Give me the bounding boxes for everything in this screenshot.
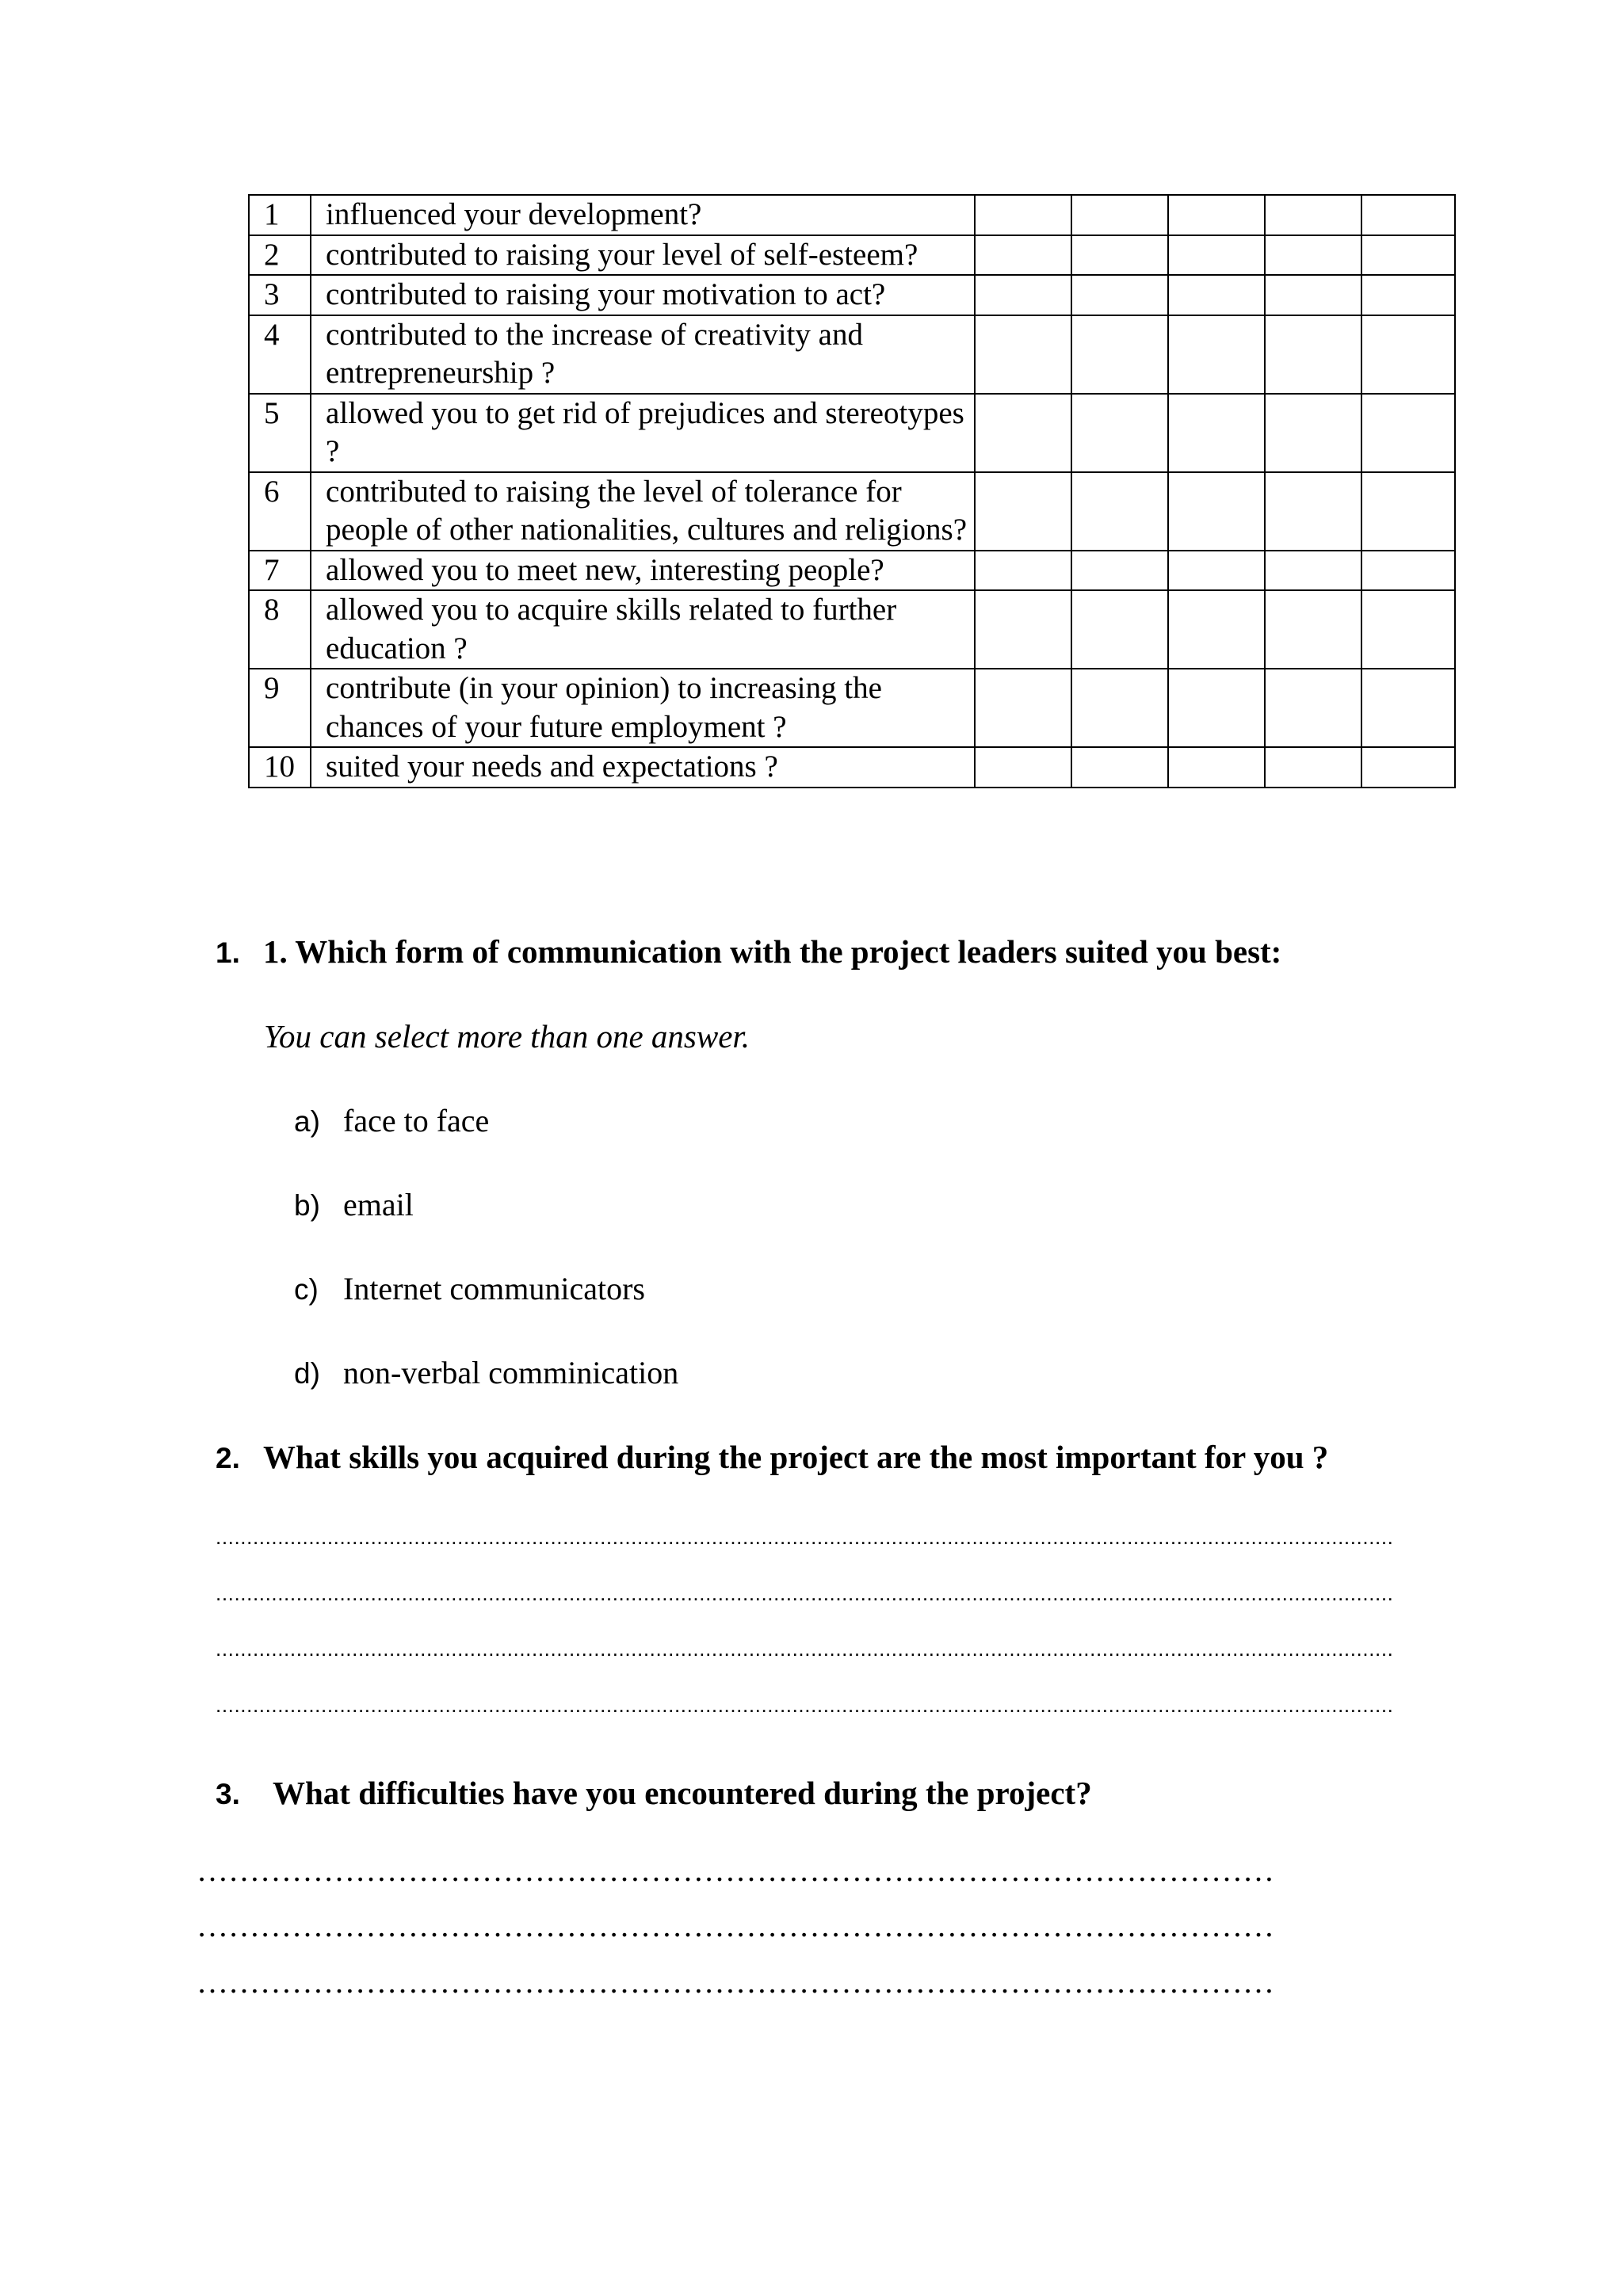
rating-cell-1[interactable] — [975, 747, 1071, 788]
table-row — [249, 394, 1455, 472]
answer-2-line-4[interactable]: .............................................................................................................................................................................................. — [216, 1693, 1394, 1717]
row-statement: allowed you to acquire skills related to further education ? — [311, 590, 975, 669]
answer-3-line-2[interactable]: ………………………………………………………………………………………… — [197, 1909, 1274, 1943]
answer-2-line-3[interactable]: .............................................................................................................................................................................................. — [216, 1637, 1394, 1661]
table-row — [249, 275, 1455, 315]
rating-cell-3[interactable] — [1168, 669, 1265, 747]
rating-cell-3[interactable] — [1168, 551, 1265, 591]
row-number: 6 — [249, 472, 311, 551]
rating-cell-2[interactable] — [1071, 669, 1168, 747]
option-a[interactable] — [294, 1102, 489, 1139]
option-c-label: Internet communicators — [343, 1271, 645, 1306]
table-row — [249, 590, 1455, 669]
rating-cell-2[interactable] — [1071, 747, 1168, 788]
question-1-heading — [216, 933, 1281, 971]
rating-cell-4[interactable] — [1265, 590, 1361, 669]
rating-cell-2[interactable] — [1071, 551, 1168, 591]
rating-cell-5[interactable] — [1361, 275, 1455, 315]
rating-cell-4[interactable] — [1265, 235, 1361, 276]
option-b-letter: b) — [294, 1189, 320, 1222]
option-a-letter: a) — [294, 1105, 320, 1138]
rating-cell-4[interactable] — [1265, 315, 1361, 394]
table-row — [249, 669, 1455, 747]
rating-table — [248, 194, 1456, 788]
rating-cell-2[interactable] — [1071, 394, 1168, 472]
rating-cell-4[interactable] — [1265, 275, 1361, 315]
rating-cell-1[interactable] — [975, 394, 1071, 472]
rating-cell-3[interactable] — [1168, 747, 1265, 788]
rating-cell-4[interactable] — [1265, 195, 1361, 235]
rating-cell-4[interactable] — [1265, 551, 1361, 591]
rating-cell-2[interactable] — [1071, 590, 1168, 669]
rating-cell-3[interactable] — [1168, 590, 1265, 669]
table-row — [249, 315, 1455, 394]
rating-cell-1[interactable] — [975, 275, 1071, 315]
question-1-text: 1. Which form of communication with the project leaders suited you best: — [263, 933, 1282, 970]
answer-3-line-3[interactable]: ………………………………………………………………………………………… — [197, 1965, 1274, 2000]
rating-cell-1[interactable] — [975, 590, 1071, 669]
answer-2-line-2[interactable]: .............................................................................................................................................................................................. — [216, 1581, 1394, 1605]
row-number: 8 — [249, 590, 311, 669]
option-b-label: email — [343, 1187, 414, 1222]
option-d[interactable] — [294, 1354, 678, 1391]
rating-cell-4[interactable] — [1265, 747, 1361, 788]
rating-cell-3[interactable] — [1168, 195, 1265, 235]
question-1-hint: You can select more than one answer. — [264, 1018, 750, 1055]
rating-cell-3[interactable] — [1168, 394, 1265, 472]
row-statement: influenced your development? — [311, 195, 975, 235]
rating-cell-1[interactable] — [975, 551, 1071, 591]
answer-2-line-1[interactable]: .............................................................................................................................................................................................. — [216, 1525, 1394, 1549]
option-a-label: face to face — [343, 1103, 490, 1138]
rating-cell-1[interactable] — [975, 472, 1071, 551]
rating-cell-3[interactable] — [1168, 472, 1265, 551]
row-statement: contributed to raising the level of tolerance for people of other nationalities, cultures and religions? — [311, 472, 975, 551]
table-row — [249, 747, 1455, 788]
rating-cell-3[interactable] — [1168, 235, 1265, 276]
row-number: 3 — [249, 275, 311, 315]
rating-cell-2[interactable] — [1071, 235, 1168, 276]
rating-cell-5[interactable] — [1361, 472, 1455, 551]
rating-cell-5[interactable] — [1361, 590, 1455, 669]
table-row — [249, 472, 1455, 551]
question-3-heading — [216, 1774, 1092, 1812]
rating-cell-3[interactable] — [1168, 315, 1265, 394]
table-row — [249, 551, 1455, 591]
option-c-letter: c) — [294, 1273, 319, 1306]
row-number: 5 — [249, 394, 311, 472]
rating-cell-2[interactable] — [1071, 195, 1168, 235]
option-c[interactable] — [294, 1270, 645, 1307]
row-number: 10 — [249, 747, 311, 788]
row-number: 1 — [249, 195, 311, 235]
rating-cell-5[interactable] — [1361, 195, 1455, 235]
rating-cell-5[interactable] — [1361, 394, 1455, 472]
rating-cell-4[interactable] — [1265, 472, 1361, 551]
rating-cell-5[interactable] — [1361, 551, 1455, 591]
question-2-heading — [216, 1438, 1328, 1476]
row-statement: contribute (in your opinion) to increasing the chances of your future employment ? — [311, 669, 975, 747]
rating-cell-2[interactable] — [1071, 315, 1168, 394]
row-statement: contributed to raising your motivation to act? — [311, 275, 975, 315]
rating-cell-5[interactable] — [1361, 747, 1455, 788]
rating-cell-2[interactable] — [1071, 472, 1168, 551]
rating-cell-5[interactable] — [1361, 235, 1455, 276]
option-b[interactable] — [294, 1186, 414, 1223]
rating-cell-1[interactable] — [975, 315, 1071, 394]
row-number: 9 — [249, 669, 311, 747]
question-1-number: 1. — [216, 936, 240, 969]
question-2-text: What skills you acquired during the project are the most important for you ? — [263, 1439, 1329, 1475]
option-d-letter: d) — [294, 1357, 320, 1390]
question-2-number: 2. — [216, 1442, 240, 1474]
row-statement: allowed you to get rid of prejudices and stereotypes ? — [311, 394, 975, 472]
row-statement: contributed to raising your level of self-esteem? — [311, 235, 975, 276]
question-3-text: What difficulties have you encountered during the project? — [273, 1775, 1092, 1811]
rating-cell-1[interactable] — [975, 669, 1071, 747]
rating-cell-3[interactable] — [1168, 275, 1265, 315]
answer-3-line-1[interactable]: ………………………………………………………………………………………… — [197, 1853, 1274, 1888]
table-row — [249, 235, 1455, 276]
row-statement: suited your needs and expectations ? — [311, 747, 975, 788]
rating-cell-1[interactable] — [975, 235, 1071, 276]
rating-cell-2[interactable] — [1071, 275, 1168, 315]
table-row — [249, 195, 1455, 235]
rating-cell-5[interactable] — [1361, 315, 1455, 394]
question-3-number: 3. — [216, 1778, 240, 1810]
rating-table-body — [249, 195, 1455, 788]
row-number: 2 — [249, 235, 311, 276]
row-number: 4 — [249, 315, 311, 394]
rating-cell-1[interactable] — [975, 195, 1071, 235]
rating-cell-5[interactable] — [1361, 669, 1455, 747]
rating-cell-4[interactable] — [1265, 669, 1361, 747]
option-d-label: non-verbal comminication — [343, 1355, 679, 1390]
row-number: 7 — [249, 551, 311, 591]
row-statement: allowed you to meet new, interesting people? — [311, 551, 975, 591]
row-statement: contributed to the increase of creativity and entrepreneurship ? — [311, 315, 975, 394]
rating-cell-4[interactable] — [1265, 394, 1361, 472]
